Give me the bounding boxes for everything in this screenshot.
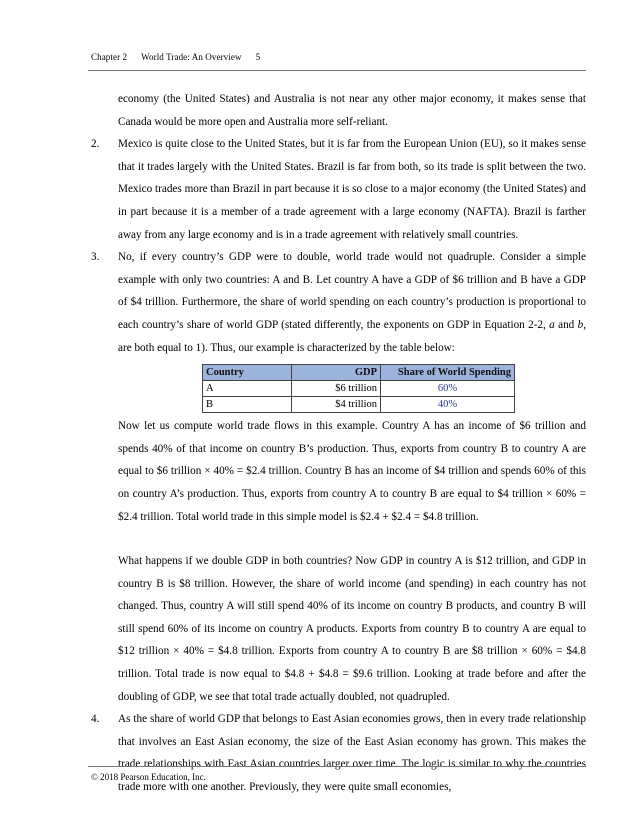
item-paragraph: Now let us compute world trade flows in this example. Country A has an income of $6 trillion and spends 40% of that income on country B’s production. Thus, exports from country B to country A are equal to $6 trillion × 40% = $2.4 trillion. Country B has an income of $4 trillion and spends 60% of this on country A’s production. Thus, exports from country A to country B are equal to $4 trillion × 60% = $2.4 trillion. Total world trade in this simple model is $2.4 + $2.4 = $4.8 trillion. [118,420,586,523]
variable-b: b [577,318,584,331]
item-number: 3. [91,251,100,264]
page-header [91,52,274,62]
footer-rule [88,766,586,767]
cell-share: 60% [381,381,515,397]
header-share: Share of World Spending [381,365,515,381]
paragraph-gap [118,528,586,550]
continuation-text: economy (the United States) and Australia is not near any other major economy, it makes sense that Canada would be more open and Australia more self-reliant. [118,93,586,128]
header-rule [88,70,586,71]
header-gdp: GDP [292,365,381,381]
cell-country: B [203,397,292,413]
header-country: Country [203,365,292,381]
spending-table [202,364,515,413]
item-text [118,246,586,359]
table-header-row [203,365,515,381]
list-item-4 [91,708,586,798]
table-container [118,364,586,413]
cell-gdp: $6 trillion [292,381,381,397]
item-number: 4. [91,713,100,726]
item-paragraph: What happens if we double GDP in both countries? Now GDP in country A is $12 trillion, and GDP in country B is $8 trillion. However, the share of world income (and spending) in each country has not changed. Thus, country A will still spend 40% of its income on country B products, and country B will still spend 60% of its income on country A products. Exports from country B to country A are equal to $12 trillion × 40% = $4.8 trillion. Exports from country A to country B are $8 trillion × 60% = $4.8 trillion. Total trade is now equal to $4.8 + $4.8 = $9.6 trillion. Looking at trade before and after the doubling of GDP, we see that total trade actually doubled, not quadrupled. [118,555,586,703]
document-body [91,88,586,799]
text-segment: No, if every country’s GDP were to double, world trade would not quadruple. Consider a simple example with only two countries: A and B. Let country A have a GDP of $6 trillion and B have a GDP of $4 trillion. Furthermore, the share of world spending on each country’s production is proportional to each country’s share of world GDP (stated differently, the exponents on GDP in Equation 2-2, [118,251,586,331]
list-item-2 [91,133,586,246]
cell-country: A [203,381,292,397]
variable-a: a [549,318,555,331]
cell-share: 40% [381,397,515,413]
page-number: 5 [255,52,261,62]
item-text: As the share of world GDP that belongs to East Asian economies grows, then in every trade relationship that involves an East Asian economy, the size of the East Asian economy has grown. This makes the trade relationships with East Asian countries larger over time. The logic is similar to why the countries trade more with one another. Previously, they were quite small economies, [118,713,586,794]
continuation-paragraph [91,88,586,133]
chapter-title: World Trade: An Overview [141,52,242,62]
item-text: Mexico is quite close to the United States, but it is far from the European Union (EU), so it makes sense that it trades largely with the United States. Brazil is far from both, so its trade is split between the two. Mexico trades more than Brazil in part because it is so close to a major economy (the United States) and in part because it is a member of a trade agreement with a large economy (NAFTA). Brazil is farther away from any large economy and is in a trade agreement with relatively small countries. [118,138,586,241]
list-item-3 [91,246,586,708]
text-segment: , are both equal to 1). Thus, our example is characterized by the table below: [118,318,586,354]
text-segment: and [554,318,578,331]
cell-gdp: $4 trillion [292,397,381,413]
table-row [203,381,515,397]
copyright-footer: © 2018 Pearson Education, Inc. [91,772,206,782]
chapter-label: Chapter 2 [91,52,128,62]
table-row [203,397,515,413]
item-number: 2. [91,138,100,151]
